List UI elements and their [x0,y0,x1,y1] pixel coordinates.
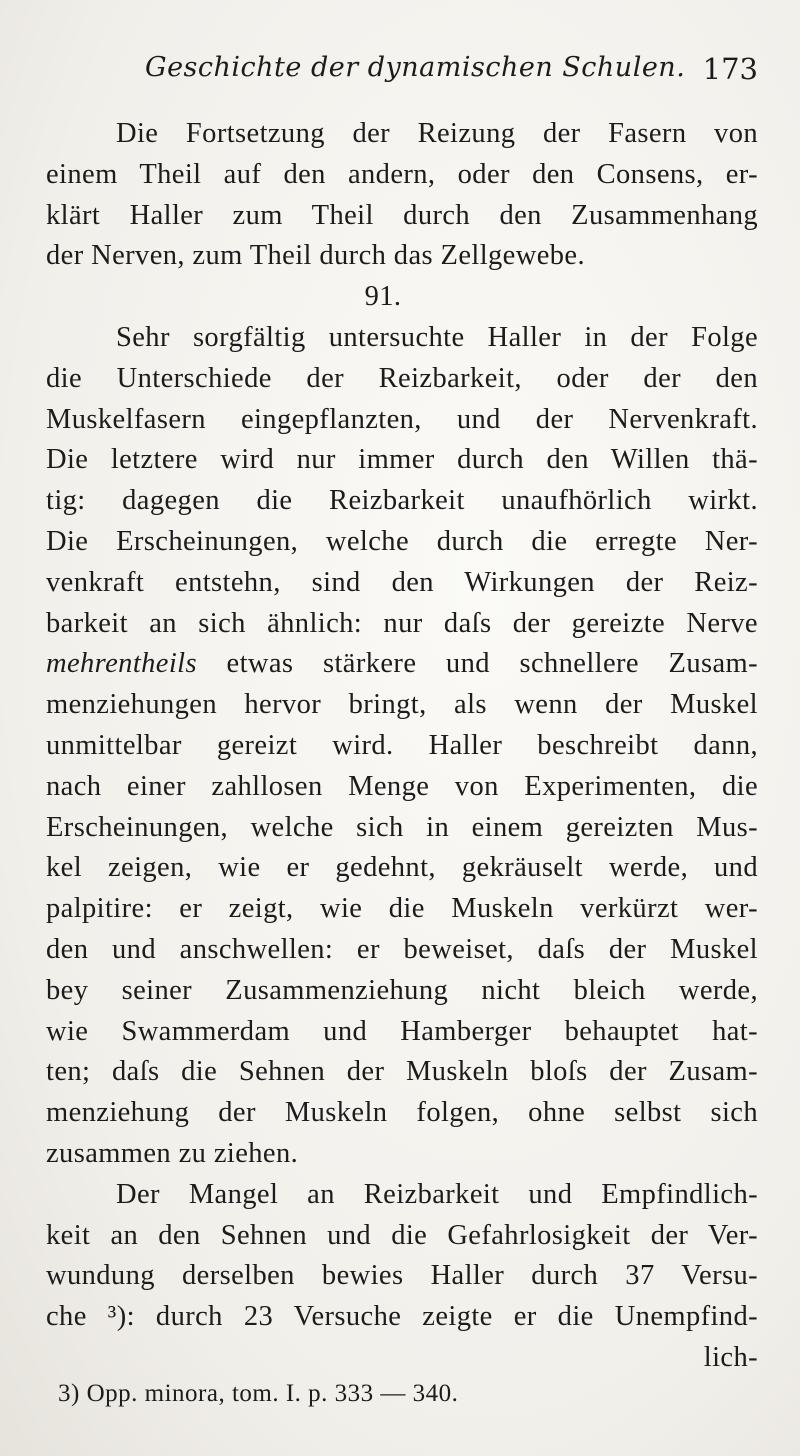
text-line: Die Fortsetzung der Reizung der Fasern von [116,118,758,149]
text-line: bey seiner Zusammenziehung nicht bleich werde, [46,974,758,1006]
emphasized-word: mehrentheils [46,648,197,680]
text-line: venkraft entstehn, sind den Wirkungen der Reiz- [46,566,758,598]
running-title: Geschichte der dynamischen Schulen. [145,52,686,83]
text-line: kel zeigen, wie er gedehnt, gekräuselt werde, und [46,852,758,884]
text-line: zusammen zu ziehen. [46,1137,299,1169]
line-rest: etwas stärkere und schnellere Zusam- [196,648,758,680]
text-line: nach einer zahllosen Menge von Experimenten, die [46,770,758,802]
catchword: lich- [703,1341,758,1373]
text-line: der Nerven, zum Theil durch das Zellgewebe. [46,240,585,272]
text-line: ten; daſs die Sehnen der Muskeln bloſs der Zusam- [46,1056,758,1088]
text-line: Sehr sorgfältig untersuchte Haller in der Folge [116,321,758,353]
text-line: wundung derselben bewies Haller durch 37 Versu- [46,1260,758,1292]
section-number: 91. [364,281,402,313]
text-line: wie Swammerdam und Hamberger behauptet hat- [46,1015,758,1047]
text-line: palpitire: er zeigt, wie die Muskeln verkürzt wer- [46,893,758,925]
text-line: Der Mangel an Reizbarkeit und Empfindlich- [116,1178,758,1210]
text-line: che ³): durch 23 Versuche zeigte er die Unempfind- [46,1301,758,1333]
text-line [46,644,758,685]
text-line: menziehungen hervor bringt, als wenn der Muskel [46,689,758,721]
text-line: Erscheinungen, welche sich in einem gereizten Mus- [46,811,758,843]
footnote: 3) Opp. minora, tom. I. p. 333 — 340. [58,1380,459,1407]
text-line: barkeit an sich ähnlich: nur daſs der gereizte Nerve [46,607,758,639]
text-line: keit an den Sehnen und die Gefahrlosigkeit der Ver- [46,1219,758,1251]
text-line: klärt Haller zum Theil durch den Zusammenhang [46,199,758,231]
text-line: Die Erscheinungen, welche durch die erregte Ner- [46,525,758,557]
text-line: die Unterschiede der Reizbarkeit, oder der den [46,362,758,394]
body-text [46,114,758,1379]
text-line: unmittelbar gereizt wird. Haller beschreibt dann, [46,729,758,761]
text-line: Muskelfasern eingepflanzten, und der Nervenkraft. [46,403,758,435]
text-line: Die letztere wird nur immer durch den Willen thä- [46,444,758,476]
text-line: einem Theil auf den andern, oder den Consens, er- [46,158,758,190]
text-line: tig: dagegen die Reizbarkeit unaufhörlich wirkt. [46,485,758,517]
text-line: den und anschwellen: er beweiset, daſs der Muskel [46,933,758,965]
page-number: 173 [702,52,758,86]
text-line: menziehung der Muskeln folgen, ohne selbst sich [46,1097,758,1129]
page-header [145,52,760,96]
